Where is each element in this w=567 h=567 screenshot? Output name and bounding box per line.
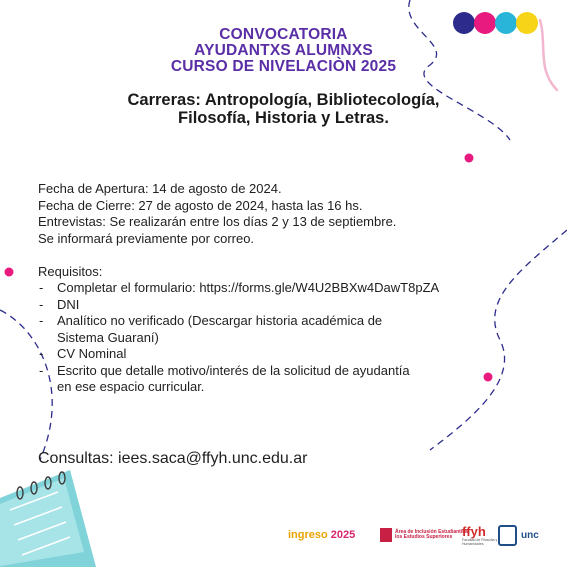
requirements-heading: Requisitos: [38, 263, 103, 279]
requirement-text: Analítico no verificado (Descargar historia académica de [57, 313, 383, 328]
requirement-item [38, 363, 543, 380]
requirement-text: Escrito que detalle motivo/interés de la solicitud de ayudantía [57, 362, 410, 378]
logo-strip [288, 518, 546, 552]
requirement-item [38, 297, 543, 314]
unc-seal-icon [498, 525, 517, 546]
bullet: - [39, 313, 44, 328]
area-inclusion-logo: Área de Inclusión Estudiantil a los Estudios Superiores [380, 518, 470, 552]
requirement-form-link[interactable]: Completar el formulario: https://forms.gle/W4U2BBXw4DawT8pZA [57, 280, 440, 295]
requirement-item [38, 313, 543, 330]
area-logo-mark [380, 528, 392, 542]
spiral-notebook-icon [0, 470, 96, 567]
magenta-dot [5, 268, 14, 277]
bullet: - [39, 296, 44, 312]
careers [60, 91, 507, 127]
announcement-body [38, 181, 543, 396]
contact-email[interactable]: Consultas: iees.saca@ffyh.unc.edu.ar [38, 450, 308, 467]
spacer [38, 247, 543, 264]
ffyh-logo: ffyh Facultad de Filosofía y Humanidades [462, 523, 498, 546]
notice-info: Se informará previamente por correo. [38, 230, 255, 246]
yellow-dot [516, 12, 538, 34]
bullet: - [39, 346, 44, 361]
header [60, 27, 507, 75]
interviews-info: Entrevistas: Se realizarán entre los días 2 y 13 de septiembre. [38, 214, 397, 229]
requirement-text: DNI [57, 296, 80, 312]
requirement-text-continued: Sistema Guaraní) [57, 329, 159, 345]
careers-line: Filosofía, Historia y Letras. [178, 109, 389, 127]
magenta-dot [465, 154, 474, 163]
requirement-item [38, 346, 543, 363]
closing-date: Fecha de Cierre: 27 de agosto de 2024, hasta las 16 hs. [38, 197, 363, 213]
title-line: CURSO DE NIVELACIÒN 2025 [170, 58, 397, 75]
unc-logo: unc [498, 518, 546, 552]
ingreso-logo: ingreso 2025 [288, 529, 356, 541]
opening-date: Fecha de Apertura: 14 de agosto de 2024. [38, 181, 282, 196]
bullet: - [39, 280, 44, 295]
bullet: - [39, 362, 44, 378]
requirement-text-continued: en ese espacio curricular. [57, 379, 205, 394]
title-line: AYUDANTXS ALUMNXS [194, 42, 373, 59]
pink-brush-stroke [540, 20, 557, 90]
requirement-text: CV Nominal [57, 346, 127, 361]
careers-line: Carreras: Antropología, Bibliotecología, [127, 91, 440, 109]
requirement-item [38, 280, 543, 297]
title-line: CONVOCATORIA [219, 26, 348, 43]
